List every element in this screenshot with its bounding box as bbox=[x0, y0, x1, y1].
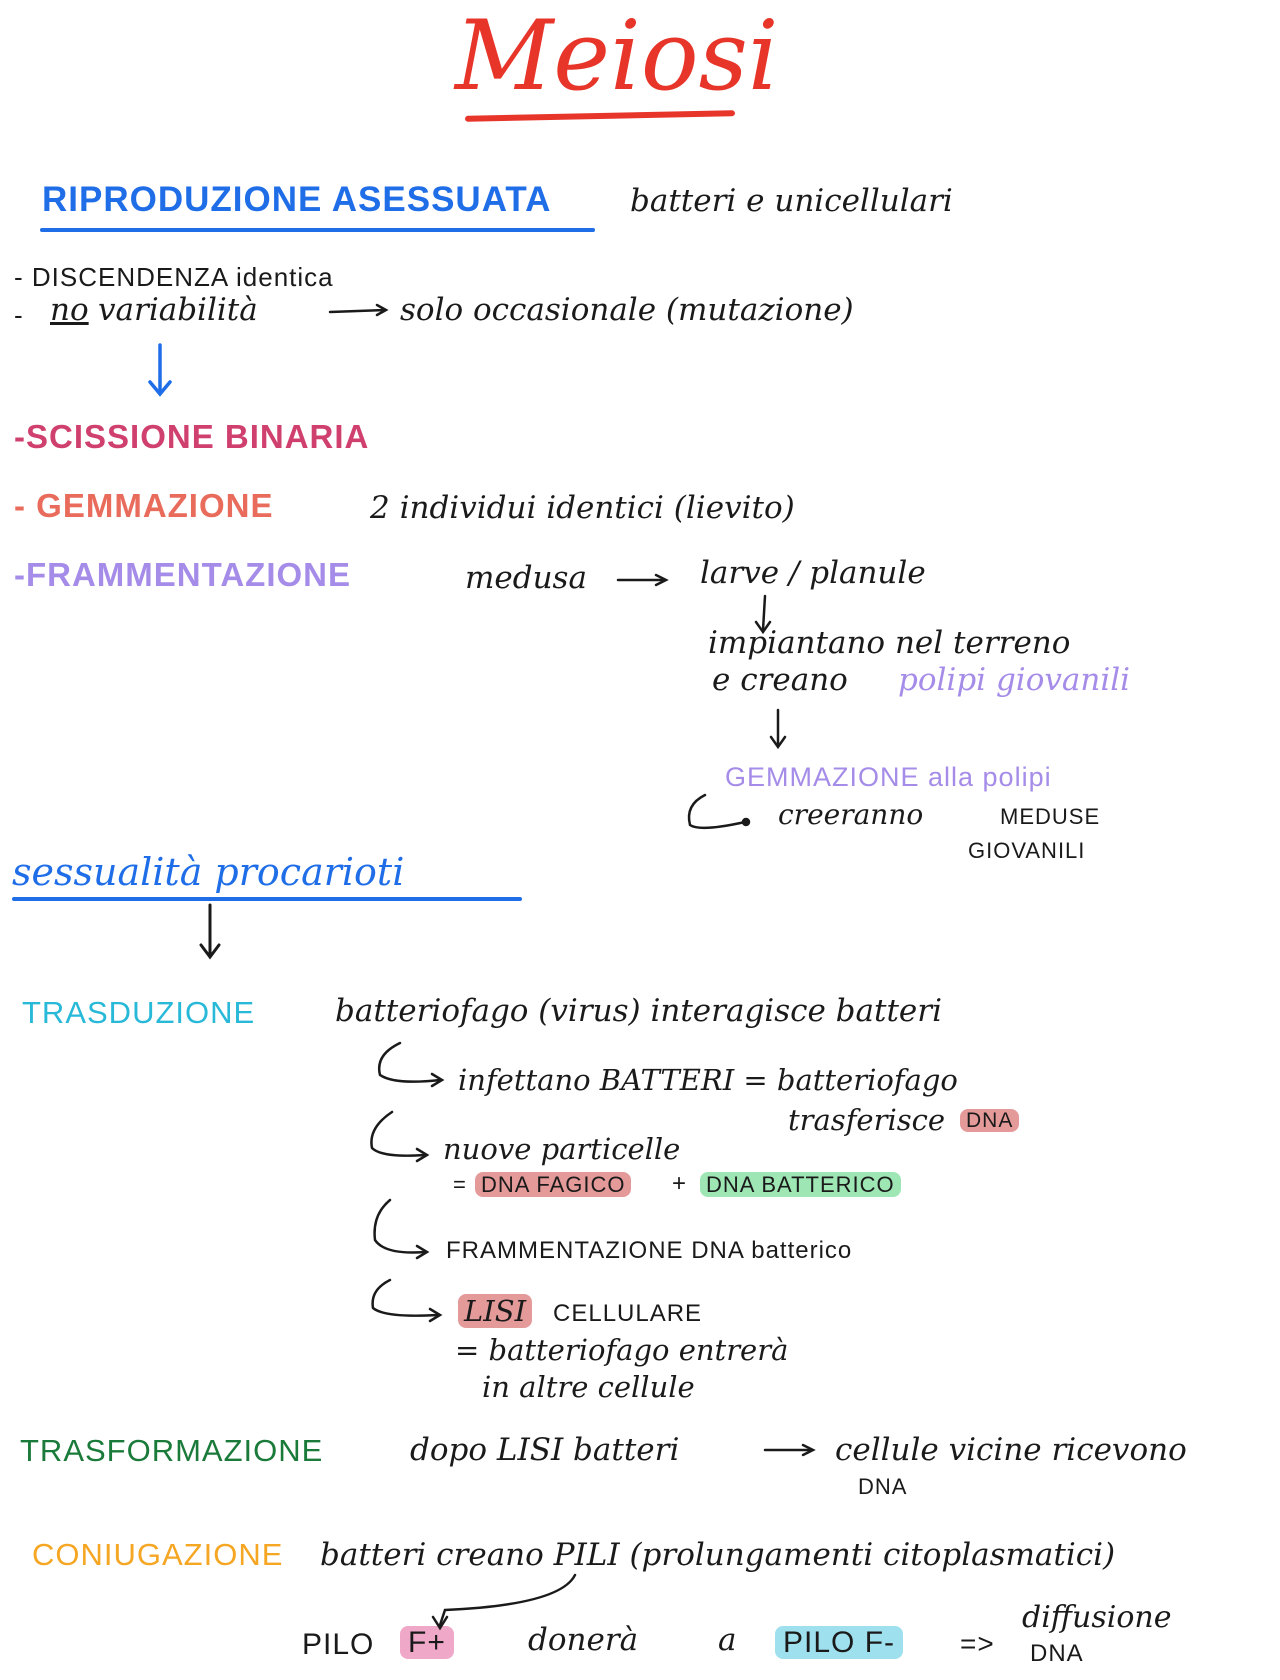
trasformazione-desc: dopo LISI batteri bbox=[410, 1432, 680, 1468]
bullet-no: no bbox=[50, 292, 89, 328]
sexual-heading-underline bbox=[12, 897, 522, 901]
cellulare: CELLULARE bbox=[553, 1300, 703, 1327]
giovanili: GIOVANILI bbox=[968, 838, 1086, 863]
bullet-discendenza: - DISCENDENZA identica bbox=[14, 262, 334, 292]
diffusione-dna: DNA bbox=[1030, 1640, 1084, 1667]
sexual-heading: sessualità procarioti bbox=[12, 850, 405, 894]
arrow-curve-step1 bbox=[379, 1043, 442, 1086]
plus-sign: + bbox=[672, 1170, 688, 1197]
arrow-curve-step2 bbox=[371, 1112, 427, 1161]
arrow-creano-gemmazione bbox=[771, 710, 785, 747]
implies: => bbox=[960, 1628, 995, 1659]
arrow-pili-pilo bbox=[433, 1575, 575, 1628]
pilo-f-minus: PILO F- bbox=[775, 1626, 903, 1659]
arrow-note-variabilita bbox=[330, 305, 386, 315]
diffusione: diffusione bbox=[1022, 1600, 1172, 1635]
arrow-lisi-cellule bbox=[765, 1445, 813, 1455]
pilo-label: PILO bbox=[302, 1628, 375, 1661]
medusa: medusa bbox=[465, 560, 587, 596]
asexual-note: batteri e unicellulari bbox=[630, 183, 953, 219]
creeranno: creeranno bbox=[778, 798, 924, 831]
trasformazione-result: cellule vicine ricevono bbox=[835, 1432, 1187, 1468]
dna-highlight: DNA bbox=[960, 1109, 1019, 1132]
gemmazione-note: 2 individui identici (lievito) bbox=[370, 490, 795, 526]
gemmazione-polipi: GEMMAZIONE alla polipi bbox=[725, 762, 1052, 792]
meduse: MEDUSE bbox=[1000, 804, 1101, 829]
eq-sign: = bbox=[453, 1172, 467, 1197]
asexual-heading: RIPRODUZIONE ASESSUATA bbox=[42, 180, 552, 219]
trasduzione-step2: nuove particelle bbox=[443, 1132, 681, 1166]
trasformazione-dna: DNA bbox=[858, 1474, 908, 1499]
trasduzione-step4b: = batteriofago entrerà bbox=[455, 1333, 789, 1367]
page-title: Meiosi bbox=[455, 0, 779, 112]
f-plus: F+ bbox=[400, 1626, 454, 1659]
lisi-highlight: LISI bbox=[458, 1294, 532, 1328]
creano: e creano bbox=[712, 662, 848, 698]
frammentazione: -FRAMMENTAZIONE bbox=[14, 556, 352, 593]
trasduzione-label: TRASDUZIONE bbox=[22, 995, 256, 1030]
bullet-prefix: - bbox=[14, 300, 24, 330]
a-word: a bbox=[718, 1622, 737, 1658]
arrow-curve-step3 bbox=[375, 1200, 427, 1258]
arrow-curve-step4 bbox=[373, 1280, 440, 1321]
arrow-down-sexual bbox=[201, 905, 219, 957]
trasduzione-step1: infettano BATTERI = batteriofago bbox=[458, 1063, 958, 1097]
arrow-curve-creeranno bbox=[689, 795, 749, 828]
arrow-down-asexual bbox=[150, 345, 170, 394]
impiantano: impiantano nel terreno bbox=[708, 625, 1071, 661]
bullet-mutazione-note: solo occasionale (mutazione) bbox=[400, 292, 854, 328]
trasformazione-label: TRASFORMAZIONE bbox=[20, 1433, 324, 1468]
larve-planule: larve / planule bbox=[700, 555, 926, 591]
coniugazione-label: CONIUGAZIONE bbox=[32, 1537, 284, 1572]
asexual-heading-underline bbox=[40, 228, 595, 232]
polipi-giovanili: polipi giovanili bbox=[898, 662, 1131, 698]
trasduzione-step1b: trasferisce bbox=[788, 1103, 946, 1137]
coniugazione-desc: batteri creano PILI (prolungamenti citoplasmatici) bbox=[320, 1537, 1116, 1573]
arrow-medusa-larve bbox=[618, 575, 666, 585]
gemmazione: - GEMMAZIONE bbox=[14, 487, 274, 524]
donera: donerà bbox=[528, 1622, 639, 1658]
scissione-binaria: -SCISSIONE BINARIA bbox=[14, 418, 370, 455]
trasduzione-desc: batteriofago (virus) interagisce batteri bbox=[335, 993, 942, 1029]
trasduzione-step3: FRAMMENTAZIONE DNA batterico bbox=[446, 1237, 853, 1264]
dna-fagico: DNA FAGICO bbox=[475, 1172, 631, 1197]
trasduzione-step4c: in altre cellule bbox=[482, 1370, 695, 1404]
dna-batterico: DNA BATTERICO bbox=[700, 1172, 901, 1197]
bullet-variabilita: variabilità bbox=[98, 292, 258, 328]
